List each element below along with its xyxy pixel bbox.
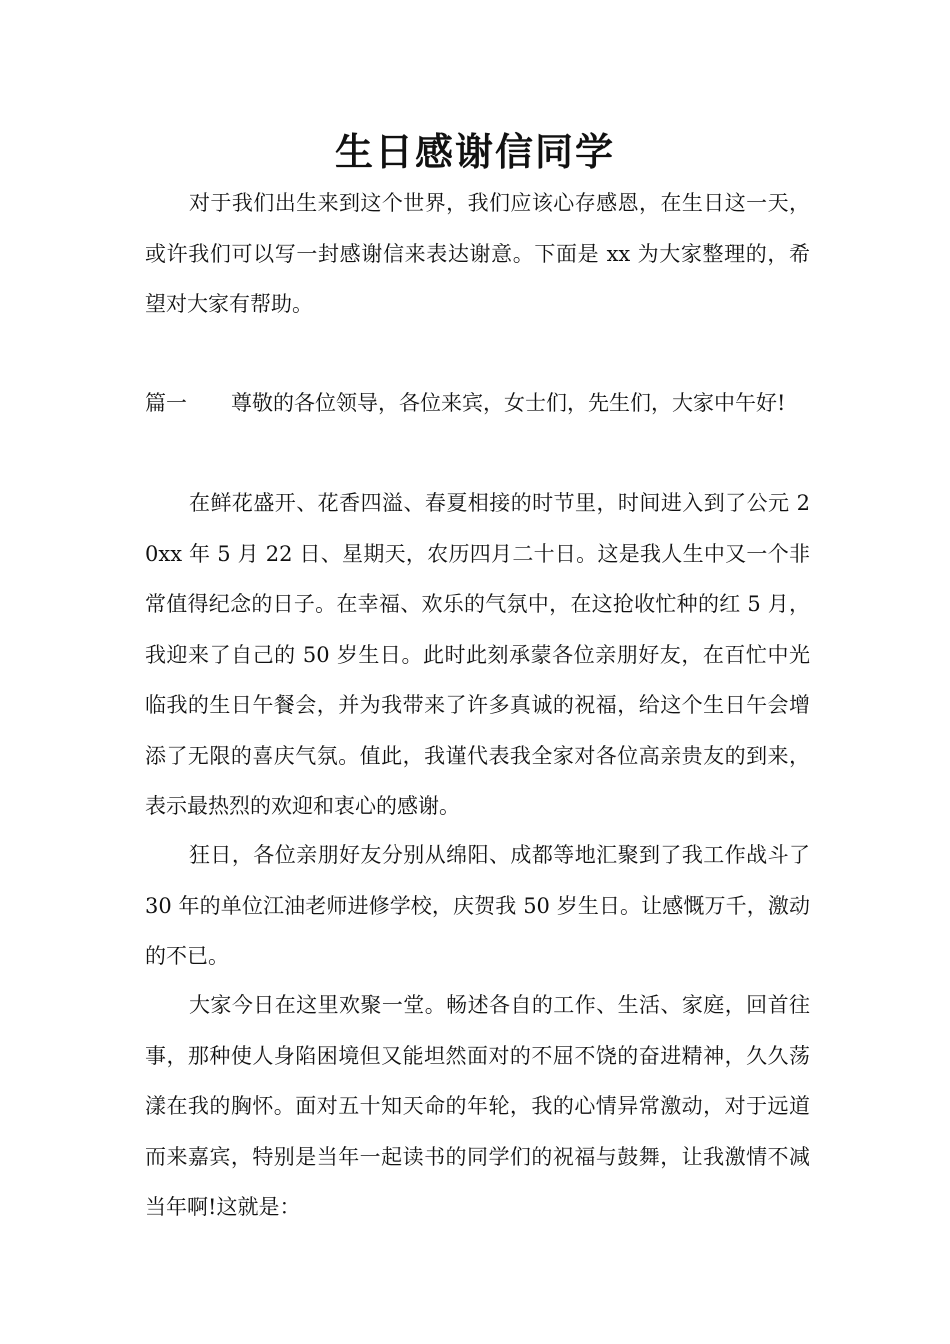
section-greeting: [145, 378, 810, 429]
body-paragraph: 狂日，各位亲朋好友分别从绵阳、成都等地汇聚到了我工作战斗了 30 年的单位江油老师进修学校，庆贺我 50 岁生日。让感慨万千，激动的不已。: [145, 843, 810, 968]
section-label: 篇一: [145, 391, 187, 415]
document-title: 生日感谢信同学: [334, 130, 615, 174]
body-paragraph: 在鲜花盛开、花香四溢、春夏相接的时节里，时间进入到了公元 20xx 年 5 月 22 日、星期天，农历四月二十日。这是我人生中又一个非常值得纪念的日子。在幸福、欢乐的气氛中，在这抢收忙种的红 5 月，我迎来了自己的 50 岁生日。此时此刻承蒙各位亲朋好友，在百忙中光临我的生日午餐会，并为我带来了许多真诚的祝福，给这个生日午会增添了无限的喜庆气氛。值此，我谨代表我全家对各位高亲贵友的到来，表示最热烈的欢迎和衷心的感谢。: [145, 491, 810, 818]
greeting-text: 尊敬的各位领导，各位来宾，女士们，先生们，大家中午好!: [231, 391, 786, 415]
intro-paragraph: 对于我们出生来到这个世界，我们应该心存感恩，在生日这一天，或许我们可以写一封感谢信来表达谢意。下面是 xx 为大家整理的，希望对大家有帮助。: [145, 191, 810, 316]
body-paragraph: 大家今日在这里欢聚一堂。畅述各自的工作、生活、家庭，回首往事，那种使人身陷困境但又能坦然面对的不屈不饶的奋进精神，久久荡漾在我的胸怀。面对五十知天命的年轮，我的心情异常激动，对于远道而来嘉宾，特别是当年一起读书的同学们的祝福与鼓舞，让我激情不减当年啊!这就是：: [145, 993, 810, 1219]
